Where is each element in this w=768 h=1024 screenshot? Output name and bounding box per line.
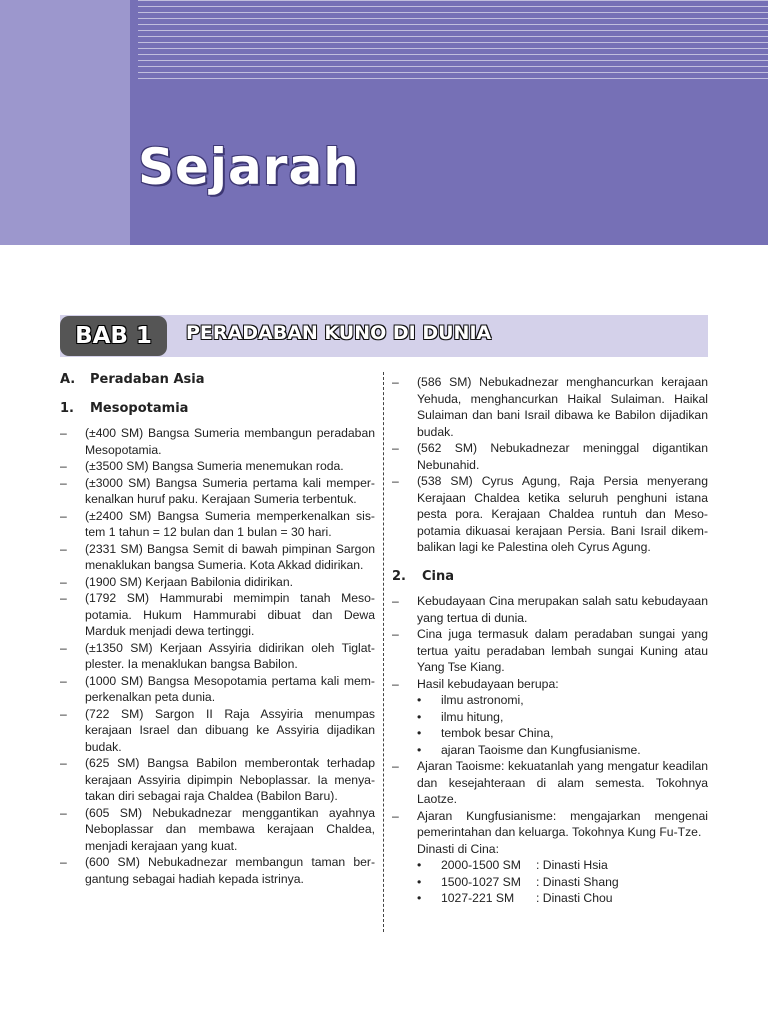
dinasti-item <box>417 857 708 874</box>
bullet-marker: • <box>417 742 422 757</box>
banner-side-panel <box>0 0 130 245</box>
dash-marker: – <box>392 627 399 641</box>
dinasti-name: : Dinasti Shang <box>536 874 619 889</box>
list-item-text: (2331 SM) Bangsa Semit di bawah pimpinan Sargon menaklukan bangsa Sumeria. Kota Akkad didirikan. <box>85 541 375 572</box>
banner-stripes <box>138 0 768 80</box>
dash-marker: – <box>60 591 67 605</box>
bullet-marker: • <box>417 858 422 872</box>
list-item <box>60 458 375 475</box>
dash-marker: – <box>60 756 67 770</box>
dinasti-period: 2000-1500 SM <box>441 858 521 872</box>
bullet-text: ajaran Taoisme dan Kungfusianisme. <box>441 742 641 757</box>
list-item <box>392 626 708 676</box>
bullet-item <box>417 709 708 726</box>
dinasti-period: 1027-221 SM <box>441 891 515 905</box>
list-item-text: Ajaran Taoisme: kekuatanlah yang mengatur keadilan dan kesejahteraan di alam semesta. Tokohnya Laotze. <box>417 759 708 806</box>
dinasti-period: 1500-1027 SM <box>441 874 521 889</box>
list-item <box>392 440 708 473</box>
list-item <box>60 425 375 458</box>
list-item-text: (625 SM) Bangsa Babilon memberontak terhadap kerajaan Assyiria dipimpin Neboplassar. Ia menya-takan diri sebagai raja Chaldea (Babilon Baru). <box>85 756 375 803</box>
dash-marker: – <box>392 676 399 691</box>
section-heading <box>60 372 375 389</box>
dash-marker: – <box>60 640 67 655</box>
cina-list-ajaran <box>392 758 708 841</box>
section-title: Peradaban Asia <box>90 372 205 387</box>
dinasti-item <box>417 874 708 891</box>
list-item <box>392 676 708 693</box>
bullet-item <box>417 692 708 709</box>
list-item <box>392 808 708 841</box>
subsection-heading-mesopotamia <box>60 401 375 418</box>
dash-marker: – <box>60 855 67 869</box>
list-item-text: (±3000 SM) Bangsa Sumeria pertama kali memper-kenalkan huruf paku. Kerajaan Sumeria terbentuk. <box>85 475 375 506</box>
dash-marker: – <box>60 706 67 721</box>
dash-marker: – <box>60 426 67 440</box>
dinasti-name: : Dinasti Hsia <box>536 858 608 872</box>
bullet-marker: • <box>417 693 422 707</box>
hasil-bullet-list <box>417 692 708 758</box>
list-item <box>60 706 375 756</box>
list-item-text: Ajaran Kungfusianisme: mengajarkan mengenai pemerintahan dan keluarga. Tokohnya Kung Fu-Tze. <box>417 808 708 839</box>
mesopotamia-list <box>60 425 375 887</box>
subsection-number: 1. <box>60 400 74 416</box>
list-item-text: (586 SM) Nebukadnezar menghancurkan kerajaan Yehuda, menghancurkan Haikal Sulaiman. Haikal Sulaiman dan bani Israil dibawa ke Babilon dijadikan budak. <box>417 375 708 439</box>
bullet-marker: • <box>417 726 422 740</box>
dash-marker: – <box>60 541 67 556</box>
cina-list <box>392 593 708 692</box>
list-item-text: (±2400 SM) Bangsa Sumeria memperkenalkan sis-tem 1 tahun = 12 bulan dan 1 bulan = 30 hari. <box>85 508 375 539</box>
dash-marker: – <box>392 474 399 488</box>
subsection-number: 2. <box>392 568 406 584</box>
dinasti-list <box>417 857 708 907</box>
left-column <box>60 372 375 887</box>
list-item <box>392 593 708 626</box>
dash-marker: – <box>60 475 67 490</box>
subsection-title: Mesopotamia <box>90 400 189 416</box>
list-item <box>60 475 375 508</box>
bullet-text: ilmu astronomi, <box>441 693 524 707</box>
dash-marker: – <box>392 441 399 455</box>
dash-marker: – <box>392 594 399 608</box>
list-item-text: Kebudayaan Cina merupakan salah satu kebudayaan yang tertua di dunia. <box>417 594 708 625</box>
list-item <box>60 508 375 541</box>
list-item-text: Cina juga termasuk dalam peradaban sungai yang tertua yaitu peradaban lembah sungai Kuning atau Yang Tse Kiang. <box>417 627 708 674</box>
dash-marker: – <box>60 805 67 820</box>
dinasti-name: : Dinasti Chou <box>536 891 613 905</box>
dinasti-label: Dinasti di Cina: <box>417 841 499 856</box>
header-banner <box>0 0 768 245</box>
page-title: Sejarah <box>138 138 360 196</box>
list-item-text: (±1350 SM) Kerjaan Assyiria didirikan oleh Tiglat-plester. Ia menaklukan bangsa Babilon. <box>85 640 375 671</box>
column-divider <box>383 372 384 932</box>
bullet-text: ilmu hitung, <box>441 709 504 724</box>
subsection-heading-cina <box>392 569 708 586</box>
bullet-marker: • <box>417 891 422 905</box>
list-item-text: (1792 SM) Hammurabi memimpin tanah Meso-potamia. Hukum Hammurabi dibuat dan Dewa Marduk menjadi dewa tertinggi. <box>85 591 375 638</box>
list-item <box>392 758 708 808</box>
list-item <box>60 805 375 855</box>
list-item <box>60 541 375 574</box>
section-number: A. <box>60 372 76 387</box>
dash-marker: – <box>392 759 399 773</box>
bullet-marker: • <box>417 874 422 889</box>
bullet-marker: • <box>417 709 422 724</box>
list-item <box>60 574 375 591</box>
right-column <box>392 374 708 907</box>
list-item <box>60 755 375 805</box>
dash-marker: – <box>392 808 399 823</box>
subsection-title: Cina <box>422 568 455 584</box>
list-item-text: (±3500 SM) Bangsa Sumeria menemukan roda. <box>85 459 344 473</box>
list-item <box>60 590 375 640</box>
list-item <box>60 673 375 706</box>
list-item-text: (600 SM) Nebukadnezar membangun taman ber-gantung sebagai hadiah kepada istrinya. <box>85 855 375 886</box>
chapter-title: PERADABAN KUNO DI DUNIA <box>186 322 492 344</box>
list-item-text: Hasil kebudayaan berupa: <box>417 676 559 691</box>
list-item-text: (605 SM) Nebukadnezar menggantikan ayahnya Neboplassar dan membawa kerajaan Chaldea, menjadi kerajaan yang kuat. <box>85 805 375 853</box>
mesopotamia-list-continued <box>392 374 708 556</box>
dash-marker: – <box>60 459 67 473</box>
dash-marker: – <box>60 673 67 688</box>
list-item-text: (722 SM) Sargon II Raja Assyiria menumpas kerajaan Israel dan dibuang ke Assyiria dijadikan budak. <box>85 706 375 754</box>
list-item-text: (1900 SM) Kerjaan Babilonia didirikan. <box>85 574 293 589</box>
bullet-item <box>417 742 708 759</box>
dash-marker: – <box>392 375 399 389</box>
chapter-badge: BAB 1 <box>60 316 167 356</box>
bullet-item <box>417 725 708 742</box>
list-item-text: (538 SM) Cyrus Agung, Raja Persia menyerang Kerajaan Chaldea ketika seluruh penghuni istana pesta pora. Kerajaan Chaldea runtuh dan Meso-potamia dikuasai kerajaan Persia. Bani Israil dikem-balikan lagi ke Palestina oleh Cyrus Agung. <box>417 474 708 554</box>
list-item <box>392 374 708 440</box>
list-item-text: (562 SM) Nebukadnezar meninggal digantikan Nebunahid. <box>417 441 708 472</box>
dinasti-item <box>417 890 708 907</box>
dash-marker: – <box>60 574 67 589</box>
dash-marker: – <box>60 508 67 523</box>
list-item <box>60 640 375 673</box>
list-item-text: (1000 SM) Bangsa Mesopotamia pertama kali mem-perkenalkan peta dunia. <box>85 673 375 704</box>
list-item <box>392 473 708 556</box>
bullet-text: tembok besar China, <box>441 726 554 740</box>
list-item-text: (±400 SM) Bangsa Sumeria membangun peradaban Mesopotamia. <box>85 426 375 457</box>
list-item <box>60 854 375 887</box>
